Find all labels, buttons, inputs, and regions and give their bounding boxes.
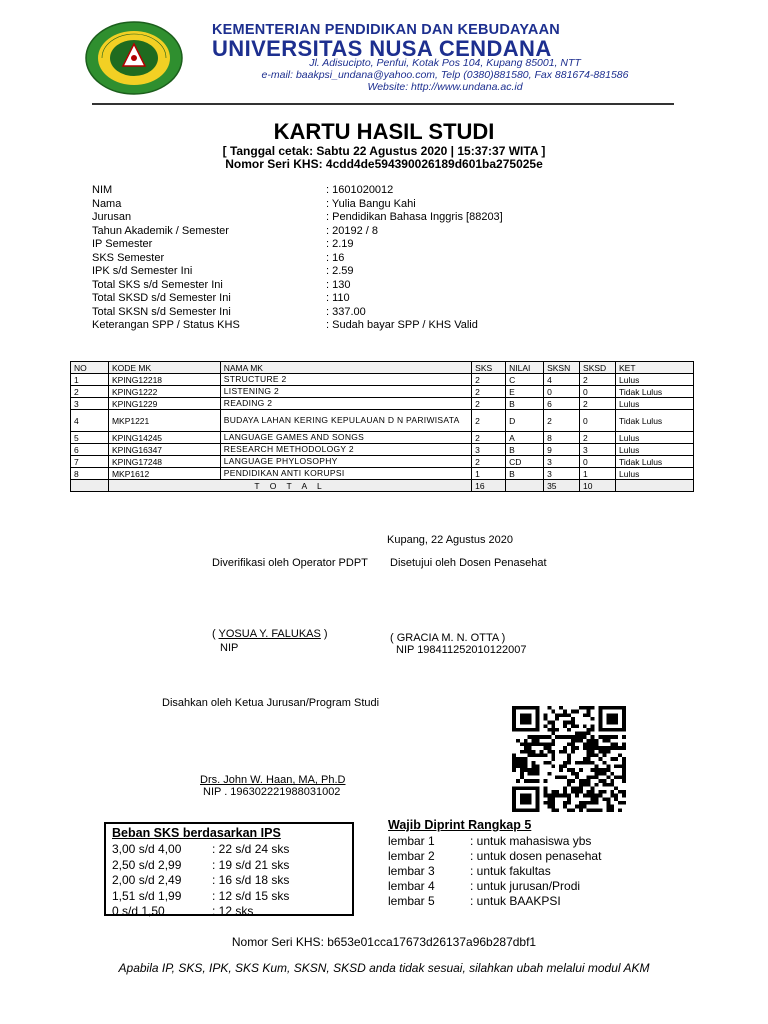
info-label: Keterangan SPP / Status KHS [92, 319, 240, 331]
copy-row [388, 894, 648, 909]
table-cell: 5 [71, 432, 109, 444]
ips-range: 2,50 s/d 2,99 [112, 857, 182, 872]
copy-row [388, 879, 648, 894]
info-label: Nama [92, 197, 122, 210]
column-header: KODE MK [108, 362, 220, 374]
info-label: Total SKSN s/d Semester Ini [92, 305, 231, 318]
table-cell: 8 [544, 432, 580, 444]
table-row [71, 468, 694, 480]
verified-by-label: Diverifikasi oleh Operator PDPT [212, 557, 368, 569]
info-value: : 1601020012 [326, 184, 394, 196]
column-header: NAMA MK [220, 362, 471, 374]
column-header: SKS [472, 362, 506, 374]
table-cell: Tidak Lulus [616, 456, 694, 468]
table-cell: READING 2 [220, 398, 471, 410]
sks-allowance: : 16 s/d 18 sks [212, 873, 290, 887]
qr-code [512, 706, 626, 812]
sks-load-row [112, 889, 346, 905]
table-cell: MKP1221 [108, 410, 220, 432]
table-cell: Lulus [616, 374, 694, 386]
ips-range: 1,51 s/d 1,99 [112, 888, 182, 903]
table-cell: Tidak Lulus [616, 386, 694, 398]
info-value: : Yulia Bangu Kahi [326, 197, 416, 210]
header-divider [92, 103, 674, 105]
table-cell: Lulus [616, 398, 694, 410]
column-header: NILAI [506, 362, 544, 374]
table-cell: STRUCTURE 2 [220, 374, 471, 386]
table-cell: 2 [472, 374, 506, 386]
table-cell: 3 [544, 468, 580, 480]
sks-load-row [112, 873, 346, 889]
info-label: Total SKSD s/d Semester Ini [92, 292, 231, 304]
total-sks: 16 [472, 480, 506, 492]
table-cell: LANGUAGE PHYLOSOPHY [220, 456, 471, 468]
table-cell: 2 [580, 432, 616, 444]
table-cell: B [506, 398, 544, 410]
table-cell: 4 [544, 374, 580, 386]
ratified-by-label: Disahkan oleh Ketua Jurusan/Program Studi [162, 697, 380, 709]
table-cell: 1 [580, 468, 616, 480]
operator-nip: NIP [220, 642, 239, 654]
info-label: NIM [92, 184, 113, 196]
copy-purpose: : untuk fakultas [470, 864, 551, 878]
sks-load-box [104, 822, 354, 916]
table-cell: KPING12218 [108, 374, 220, 386]
table-cell: 3 [71, 398, 109, 410]
total-label: T O T A L [108, 480, 471, 492]
column-header: SKSD [580, 362, 616, 374]
table-cell: Lulus [616, 468, 694, 480]
operator-paren-close: ) [320, 628, 328, 640]
table-cell: 2 [71, 386, 109, 398]
sks-allowance: : 19 s/d 21 sks [212, 857, 290, 872]
operator-paren-open: ( [212, 628, 219, 640]
operator-name: YOSUA Y. FALUKAS [218, 628, 321, 640]
column-header: SKSN [544, 362, 580, 374]
grades-table [70, 361, 694, 492]
table-cell: 3 [580, 444, 616, 456]
table-cell: KPING1222 [108, 386, 220, 398]
print-date: [ Tanggal cetak: Sabtu 22 Agustus 2020 | 15:37:37 WITA ] [222, 144, 546, 158]
head-nip: NIP . 196302221988031002 [203, 786, 341, 798]
sks-load-row [112, 904, 346, 920]
copies-title: Wajib Diprint Rangkap 5 [388, 818, 532, 832]
table-cell: 7 [71, 456, 109, 468]
table-cell: 2 [472, 410, 506, 432]
advisor-name: ( GRACIA M. N. OTTA ) [390, 632, 506, 644]
table-cell: 3 [544, 456, 580, 468]
approved-by-label: Disetujui oleh Dosen Penasehat [390, 557, 547, 569]
table-cell: 2 [472, 432, 506, 444]
table-row [71, 444, 694, 456]
table-cell: 1 [472, 468, 506, 480]
copy-sheet: lembar 3 [388, 864, 435, 878]
ips-range: 2,00 s/d 2,49 [112, 873, 182, 887]
operator-signature [212, 628, 328, 640]
table-cell: B [506, 444, 544, 456]
table-cell: LANGUAGE GAMES AND SONGS [220, 432, 471, 444]
copy-sheet: lembar 5 [388, 894, 435, 908]
table-cell: 2 [472, 398, 506, 410]
copy-row [388, 834, 648, 849]
table-header-row [71, 362, 694, 374]
total-nilai-empty [506, 480, 544, 492]
table-cell: CD [506, 456, 544, 468]
table-cell: Lulus [616, 444, 694, 456]
university-address: Jl. Adisucipto, Penfui, Kotak Pos 104, Kupang 85001, NTT [309, 57, 581, 69]
info-value: : Pendidikan Bahasa Inggris [88203] [326, 211, 503, 223]
copy-sheet: lembar 1 [388, 834, 435, 848]
table-cell: B [506, 468, 544, 480]
table-cell: KPING1229 [108, 398, 220, 410]
university-website: Website: http://www.undana.ac.id [367, 81, 523, 93]
table-cell: 0 [580, 410, 616, 432]
university-contact: e-mail: baakpsi_undana@yahoo.com, Telp (0380)881580, Fax 881674-881586 [261, 69, 629, 81]
total-empty [71, 480, 109, 492]
info-value: : 337.00 [326, 305, 366, 318]
info-value: : 20192 / 8 [326, 224, 378, 237]
copy-purpose: : untuk mahasiswa ybs [470, 834, 592, 848]
table-row [71, 398, 694, 410]
serial-number: Nomor Seri KHS: 4cdd4de594390026189d601ba275025e [225, 157, 543, 171]
info-value: : 110 [326, 292, 350, 304]
info-value: : 2.59 [326, 265, 354, 277]
document-title: KARTU HASIL STUDI [273, 119, 495, 144]
total-sksn: 35 [544, 480, 580, 492]
info-label: Jurusan [92, 211, 132, 223]
table-cell: 2 [472, 456, 506, 468]
table-cell: 9 [544, 444, 580, 456]
table-cell: A [506, 432, 544, 444]
info-label: SKS Semester [92, 251, 165, 264]
info-value: : Sudah bayar SPP / KHS Valid [326, 319, 478, 331]
place-date: Kupang, 22 Agustus 2020 [387, 534, 513, 546]
copy-sheet: lembar 2 [388, 849, 435, 863]
sks-load-title: Beban SKS berdasarkan IPS [112, 826, 281, 840]
table-cell: MKP1612 [108, 468, 220, 480]
column-header: NO [71, 362, 109, 374]
table-cell: BUDAYA LAHAN KERING KEPULAUAN D N PARIWISATA [220, 410, 471, 432]
head-name: Drs. John W. Haan, MA, Ph.D [200, 774, 346, 786]
table-cell: 2 [544, 410, 580, 432]
table-cell: RESEARCH METHODOLOGY 2 [220, 444, 471, 456]
ips-range: 0 s/d 1,50 [112, 904, 165, 918]
info-label: Total SKS s/d Semester Ini [92, 278, 223, 291]
copy-purpose: : untuk BAAKPSI [470, 894, 561, 908]
table-cell: PENDIDIKAN ANTI KORUPSI [220, 468, 471, 480]
table-cell: KPING16347 [108, 444, 220, 456]
table-cell: D [506, 410, 544, 432]
table-cell: 0 [544, 386, 580, 398]
copy-row [388, 849, 648, 864]
table-cell: 6 [71, 444, 109, 456]
info-value: : 16 [326, 251, 345, 264]
total-sksd: 10 [580, 480, 616, 492]
ministry-name: KEMENTERIAN PENDIDIKAN DAN KEBUDAYAAN [212, 22, 560, 38]
copies-section [388, 818, 648, 909]
table-row [71, 386, 694, 398]
info-label: IP Semester [92, 238, 153, 250]
copy-sheet: lembar 4 [388, 879, 435, 893]
university-logo [84, 20, 184, 96]
column-header: KET [616, 362, 694, 374]
sks-allowance: : 22 s/d 24 sks [212, 842, 290, 856]
table-cell: 2 [580, 374, 616, 386]
advisor-nip: NIP 198411252010122007 [396, 644, 527, 656]
info-value: : 2.19 [326, 238, 354, 250]
table-total-row [71, 480, 694, 492]
table-row [71, 410, 694, 432]
table-row [71, 432, 694, 444]
ips-range: 3,00 s/d 4,00 [112, 842, 182, 856]
table-cell: 2 [580, 398, 616, 410]
table-cell: 2 [472, 386, 506, 398]
sks-load-row [112, 842, 346, 858]
sks-load-row [112, 858, 346, 874]
table-cell: C [506, 374, 544, 386]
serial-number-bottom: Nomor Seri KHS: b653e01cca17673d26137a96b287dbf1 [231, 935, 537, 949]
info-value: : 130 [326, 278, 351, 291]
table-cell: Lulus [616, 432, 694, 444]
table-row [71, 456, 694, 468]
copy-row [388, 864, 648, 879]
table-cell: 1 [71, 374, 109, 386]
footer-note: Apabila IP, SKS, IPK, SKS Kum, SKSN, SKSD anda tidak sesuai, silahkan ubah melalui modul AKM [118, 961, 650, 975]
copy-purpose: : untuk dosen penasehat [470, 849, 602, 863]
sks-allowance: : 12 s/d 15 sks [212, 888, 290, 903]
table-cell: 6 [544, 398, 580, 410]
table-cell: Tidak Lulus [616, 410, 694, 432]
info-label: IPK s/d Semester Ini [92, 265, 193, 277]
table-cell: 4 [71, 410, 109, 432]
sks-allowance: : 12 sks [212, 904, 254, 918]
table-cell: 8 [71, 468, 109, 480]
table-cell: E [506, 386, 544, 398]
table-cell: 0 [580, 456, 616, 468]
copy-purpose: : untuk jurusan/Prodi [470, 879, 581, 893]
table-cell: KPING14245 [108, 432, 220, 444]
table-cell: LISTENING 2 [220, 386, 471, 398]
table-cell: KPING17248 [108, 456, 220, 468]
info-label: Tahun Akademik / Semester [92, 224, 229, 237]
university-name: UNIVERSITAS NUSA CENDANA [212, 36, 552, 61]
total-ket-empty [616, 480, 694, 492]
table-row [71, 374, 694, 386]
table-cell: 0 [580, 386, 616, 398]
table-cell: 3 [472, 444, 506, 456]
